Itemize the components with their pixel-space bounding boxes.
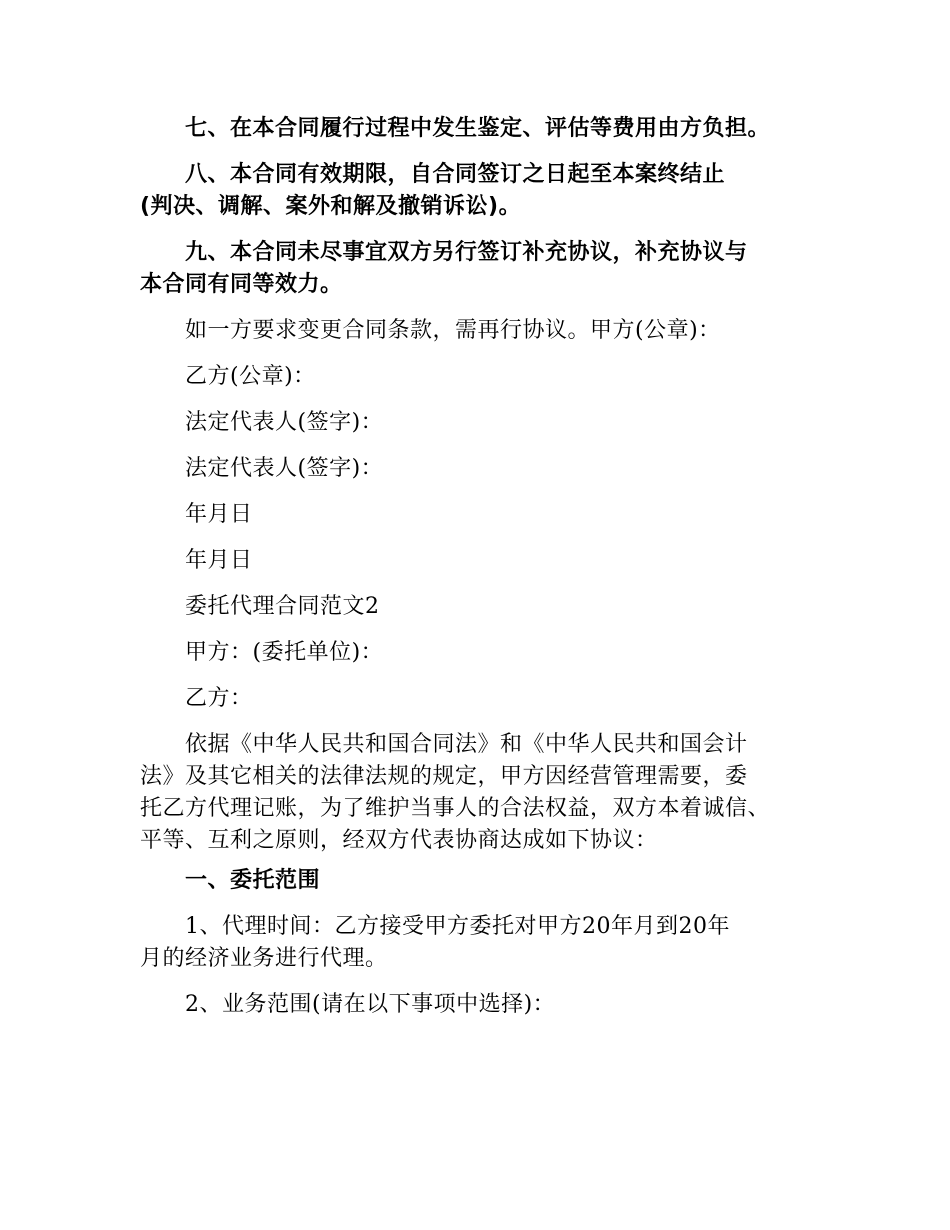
clause-7: 七、在本合同履行过程中发生鉴定、评估等费用由方负担。 bbox=[185, 116, 771, 141]
preamble-line-4: 平等、互利之原则，经双方代表协商达成如下协议： bbox=[140, 828, 658, 853]
clause-9-line-1: 九、本合同未尽事宜双方另行签订补充协议，补充协议与 bbox=[185, 240, 748, 265]
item-1-line-1: 1、代理时间：乙方接受甲方委托对甲方20年月到20年 bbox=[185, 914, 730, 939]
item-2: 2、业务范围(请在以下事项中选择)： bbox=[185, 992, 556, 1017]
party-b-line: 乙方： bbox=[185, 686, 253, 711]
item-1-line-2: 月的经济业务进行代理。 bbox=[140, 946, 388, 971]
change-note: 如一方要求变更合同条款，需再行协议。甲方(公章)： bbox=[185, 318, 721, 343]
sample-title: 委托代理合同范文2 bbox=[185, 594, 380, 619]
date-line-1: 年月日 bbox=[185, 502, 253, 527]
preamble-line-3: 托乙方代理记账，为了维护当事人的合法权益，双方本着诚信、 bbox=[140, 796, 771, 821]
clause-8-line-1: 八、本合同有效期限，自合同签订之日起至本案终结止 bbox=[185, 162, 726, 187]
clause-9-line-2: 本合同有同等效力。 bbox=[140, 272, 343, 297]
preamble-line-2: 法》及其它相关的法律法规的规定，甲方因经营管理需要，委 bbox=[140, 764, 748, 789]
clause-8-line-2: (判决、调解、案外和解及撤销诉讼)。 bbox=[140, 194, 522, 219]
legal-rep-signature-1: 法定代表人(签字)： bbox=[185, 410, 384, 435]
legal-rep-signature-2: 法定代表人(签字)： bbox=[185, 456, 384, 481]
party-b-seal: 乙方(公章)： bbox=[185, 364, 316, 389]
date-line-2: 年月日 bbox=[185, 548, 253, 573]
preamble-line-1: 依据《中华人民共和国合同法》和《中华人民共和国会计 bbox=[185, 732, 748, 757]
party-a-line: 甲方：(委托单位)： bbox=[185, 640, 384, 665]
section-1-heading: 一、委托范围 bbox=[185, 868, 321, 893]
